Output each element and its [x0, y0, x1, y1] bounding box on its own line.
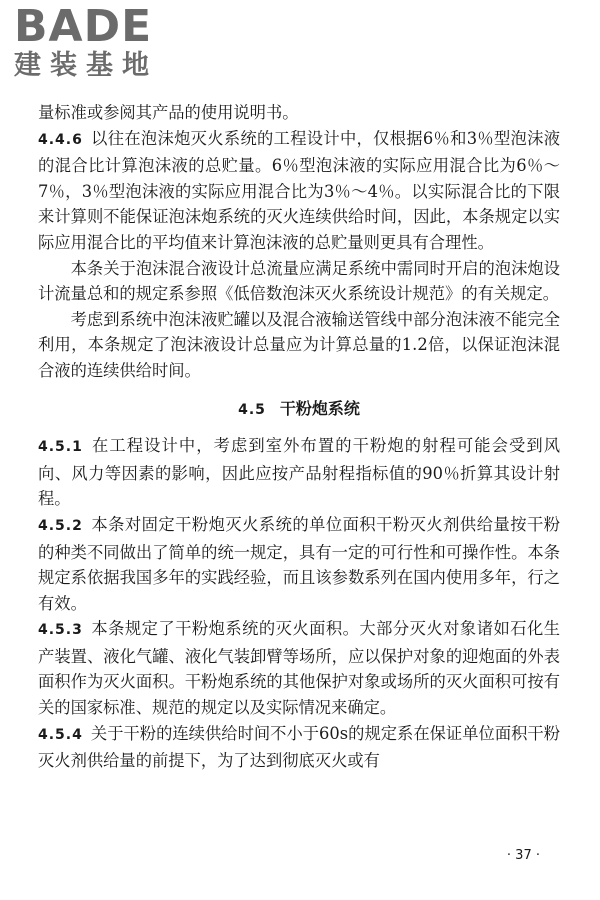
clause-number: 4.5.3: [38, 622, 83, 639]
clause-number: 4.5.1: [38, 439, 83, 456]
clause-4-5-4: [38, 721, 560, 774]
paragraph-text: 考虑到系统中泡沫液贮罐以及混合液输送管线中部分泡沫液不能完全利用，本条规定了泡沫液设计总量应为计算总量的1.2倍，以保证泡沫混合液的连续供给时间。: [38, 309, 560, 380]
clause-4-5-2: [38, 512, 560, 616]
paragraph-text: 以往在泡沫炮灭火系统的工程设计中，仅根据6％和3％型泡沫液的混合比计算泡沫液的总贮量。6％型泡沫液的实际应用混合比为6％～7％，3％型泡沫液的实际应用混合比为3％～4％。以实际混合比的下限来计算则不能保证泡沫炮系统的灭火连续供给时间，因此，本条规定以实际应用混合比的平均值来计算泡沫液的总贮量则更具有合理性。: [38, 128, 560, 252]
section-heading: [38, 396, 560, 424]
paragraph-text: 关于干粉的连续供给时间不小于60s的规定系在保证单位面积干粉灭火剂供给量的前提下，为了达到彻底灭火或有: [38, 723, 560, 771]
paragraph-text: 本条对固定干粉炮灭火系统的单位面积干粉灭火剂供给量按干粉的种类不同做出了简单的统一规定，具有一定的可行性和可操作性。本条规定系依据我国多年的实践经验，而且该参数系列在国内使用多年，行之有效。: [38, 514, 560, 613]
section-title: 干粉炮系统: [279, 398, 360, 418]
clause-number: 4.4.6: [38, 131, 83, 148]
paragraph: [38, 256, 560, 307]
paragraph-text: 本条规定了干粉炮系统的灭火面积。大部分灭火对象诸如石化生产装置、液化气罐、液化气装卸臂等场所，应以保护对象的迎炮面的外表面积作为灭火面积。干粉炮系统的其他保护对象或场所的灭火面积可按有关的国家标准、规范的规定以及实际情况来确定。: [38, 619, 560, 718]
logo-wordmark: BADE: [14, 1, 153, 52]
section-number: 4.5: [238, 401, 266, 418]
paragraph-continuation: [38, 100, 560, 126]
logo-subtitle: 建装基地: [14, 50, 158, 81]
page-content: [38, 100, 560, 774]
clause-number: 4.5.2: [38, 517, 83, 534]
paragraph-text: 在工程设计中，考虑到室外布置的干粉炮的射程可能会受到风向、风力等因素的影响，因此应按产品射程指标值的90％折算其设计射程。: [38, 436, 560, 509]
paragraph: [38, 307, 560, 384]
bade-logo: [14, 1, 194, 82]
clause-4-5-3: [38, 616, 560, 720]
clause-number: 4.5.4: [38, 726, 83, 743]
page-number: · 37 ·: [506, 848, 540, 863]
clause-4-4-6: [38, 126, 560, 256]
paragraph-text: 本条关于泡沫混合液设计总流量应满足系统中需同时开启的泡沫炮设计流量总和的规定系参照《低倍数泡沫灭火系统设计规范》的有关规定。: [38, 258, 560, 304]
paragraph-text: 量标准或参阅其产品的使用说明书。: [38, 103, 299, 122]
clause-4-5-1: [38, 433, 560, 512]
